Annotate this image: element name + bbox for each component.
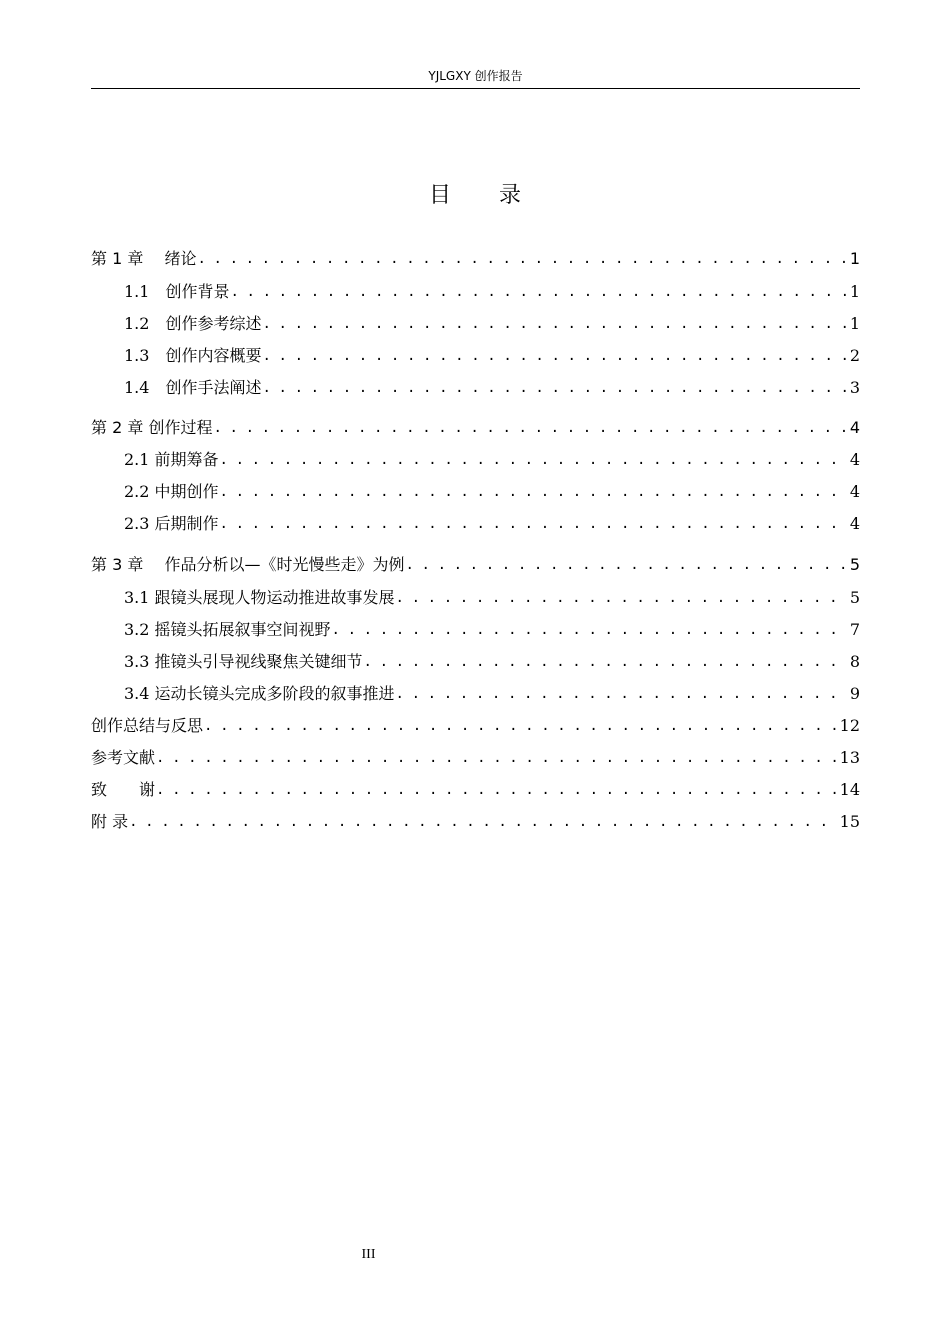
toc-entry-label: 2.2 中期创作 — [124, 482, 219, 501]
toc-entry-appendix[interactable] — [91, 809, 860, 833]
toc-entry-page: 5 — [849, 555, 860, 574]
toc-entry-label: 创作总结与反思 — [91, 716, 204, 735]
toc-entry-page: 4 — [849, 514, 860, 533]
toc-leader-dots — [156, 779, 836, 801]
page-number: III — [361, 1247, 376, 1262]
toc-entry-page: 5 — [849, 588, 860, 607]
toc-entry-summary[interactable] — [91, 713, 860, 737]
toc-entry-label: 第 3 章 作品分析以—《时光慢些走》为例 — [91, 555, 405, 574]
toc-entry-label: 第 1 章 绪论 — [91, 249, 197, 268]
toc-entry-label: 1.4 创作手法阐述 — [124, 378, 262, 397]
toc-entry-3-3[interactable] — [91, 649, 860, 673]
toc-entry-1-2[interactable] — [91, 311, 860, 335]
toc-entry-page: 1 — [849, 249, 860, 268]
toc-entry-chapter-3[interactable] — [91, 552, 860, 576]
toc-entry-page: 2 — [849, 346, 860, 365]
toc-entry-chapter-1[interactable] — [91, 246, 860, 270]
toc-entry-page: 4 — [849, 418, 860, 437]
toc-entry-label: 附 录 — [91, 812, 129, 831]
toc-entry-label: 致 谢 — [91, 780, 156, 799]
toc-entry-page: 14 — [839, 780, 860, 799]
toc-entry-references[interactable] — [91, 745, 860, 769]
toc-entry-page: 9 — [849, 684, 860, 703]
toc-leader-dots — [213, 417, 845, 439]
toc-entry-page: 13 — [839, 748, 860, 767]
toc-entry-label: 1.2 创作参考综述 — [124, 314, 262, 333]
toc-entry-label: 3.2 摇镜头拓展叙事空间视野 — [124, 620, 331, 639]
toc-entry-label: 3.1 跟镜头展现人物运动推进故事发展 — [124, 588, 395, 607]
toc-entry-2-3[interactable] — [91, 511, 860, 535]
toc-entry-label: 2.3 后期制作 — [124, 514, 219, 533]
toc-entry-page: 1 — [849, 314, 860, 333]
toc-entry-label: 1.3 创作内容概要 — [124, 346, 262, 365]
toc-entry-1-1[interactable] — [91, 279, 860, 303]
toc-entry-page: 7 — [849, 620, 860, 639]
toc-leader-dots — [220, 449, 846, 471]
page-title: 目录 — [428, 183, 569, 208]
toc-entry-page: 12 — [839, 716, 860, 735]
toc-entry-3-1[interactable] — [91, 585, 860, 609]
toc-leader-dots — [262, 313, 845, 335]
toc-entry-page: 3 — [849, 378, 860, 397]
toc-leader-dots — [220, 513, 846, 535]
toc-leader-dots — [230, 281, 845, 303]
toc-entry-acknowledgements[interactable] — [91, 777, 860, 801]
toc-entry-2-2[interactable] — [91, 479, 860, 503]
toc-leader-dots — [262, 377, 845, 399]
header-text: YJLGXY 创作报告 — [428, 69, 523, 83]
toc-entry-page: 4 — [849, 482, 860, 501]
toc-entry-chapter-2[interactable] — [91, 415, 860, 439]
toc-leader-dots — [332, 619, 846, 641]
toc-leader-dots — [204, 715, 836, 737]
toc-leader-dots — [405, 554, 845, 576]
toc-entry-page: 4 — [849, 450, 860, 469]
toc-entry-label: 3.4 运动长镜头完成多阶段的叙事推进 — [124, 684, 395, 703]
toc-leader-dots — [396, 683, 846, 705]
toc-entry-page: 1 — [849, 282, 860, 301]
toc-leader-dots — [197, 248, 845, 270]
page-header — [91, 66, 860, 89]
toc-leader-dots — [262, 345, 845, 367]
toc-leader-dots — [364, 651, 846, 673]
toc-entry-page: 8 — [849, 652, 860, 671]
toc-leader-dots — [220, 481, 846, 503]
toc-leader-dots — [156, 747, 836, 769]
toc-entry-3-2[interactable] — [91, 617, 860, 641]
toc-entry-label: 3.3 推镜头引导视线聚焦关键细节 — [124, 652, 363, 671]
toc-leader-dots — [129, 811, 836, 833]
toc-entry-1-3[interactable] — [91, 343, 860, 367]
toc-entry-label: 第 2 章 创作过程 — [91, 418, 213, 437]
toc-entry-2-1[interactable] — [91, 447, 860, 471]
toc-entry-page: 15 — [839, 812, 860, 831]
toc-entry-label: 参考文献 — [91, 748, 156, 767]
toc-entry-1-4[interactable] — [91, 375, 860, 399]
toc-entry-label: 1.1 创作背景 — [124, 282, 230, 301]
toc-entry-3-4[interactable] — [91, 681, 860, 705]
toc-entry-label: 2.1 前期筹备 — [124, 450, 219, 469]
toc-leader-dots — [396, 587, 846, 609]
